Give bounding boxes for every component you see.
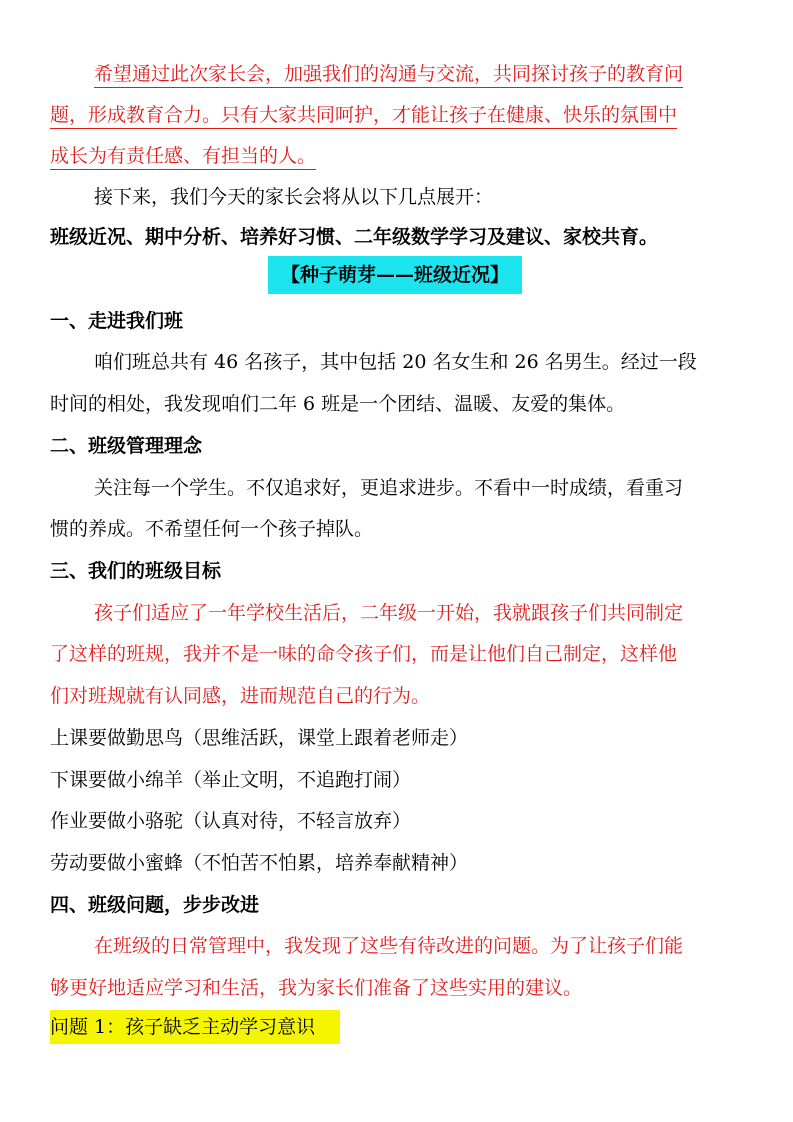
intro-line-3: 成长为有责任感、有担当的人。 xyxy=(50,145,317,167)
section2-line-1: 关注每一个学生。不仅追求好，更追求进步。不看中一时成绩，看重习 xyxy=(94,477,684,499)
section2-line-2: 惯的养成。不希望任何一个孩子掉队。 xyxy=(50,518,374,540)
section4-line-1: 在班级的日常管理中，我发现了这些有待改进的问题。为了让孩子们能 xyxy=(94,935,684,957)
intro-line-2: 题，形成教育合力。只有大家共同呵护，才能让孩子在健康、快乐的氛围中 xyxy=(50,104,678,126)
section3-line-2: 了这样的班规，我并不是一味的命令孩子们，而是让他们自己制定，这样他 xyxy=(50,643,678,665)
section4-heading: 四、班级问题，步步改进 xyxy=(50,894,260,916)
rule-item: 劳动要做小蜜蜂（不怕苦不怕累，培养奉献精神） xyxy=(50,852,469,874)
section3-heading: 三、我们的班级目标 xyxy=(50,560,222,582)
rule-item: 上课要做勤思鸟（思维活跃，课堂上跟着老师走） xyxy=(50,727,469,749)
section4-line-2: 够更好地适应学习和生活，我为家长们准备了这些实用的建议。 xyxy=(50,977,583,999)
agenda-topics: 班级近况、期中分析、培养好习惯、二年级数学学习及建议、家校共育。 xyxy=(50,226,659,248)
section2-heading: 二、班级管理理念 xyxy=(50,435,203,457)
agenda-intro: 接下来，我们今天的家长会将从以下几点展开： xyxy=(94,186,494,208)
rule-item: 下课要做小绵羊（举止文明，不追跑打闹） xyxy=(50,769,412,791)
section1-heading: 一、走进我们班 xyxy=(50,310,184,332)
section1-line-1: 咱们班总共有 46 名孩子，其中包括 20 名女生和 26 名男生。经过一段 xyxy=(94,351,697,373)
section-banner: 【种子萌芽——班级近况】 xyxy=(268,256,522,294)
problem-1-highlight: 问题 1：孩子缺乏主动学习意识 xyxy=(50,1010,340,1044)
section1-line-2: 时间的相处，我发现咱们二年 6 班是一个团结、温暖、友爱的集体。 xyxy=(50,393,626,415)
section3-line-1: 孩子们适应了一年学校生活后，二年级一开始，我就跟孩子们共同制定 xyxy=(94,602,684,624)
section3-line-3: 们对班规就有认同感，进而规范自己的行为。 xyxy=(50,685,431,707)
rule-item: 作业要做小骆驼（认真对待，不轻言放弃） xyxy=(50,810,412,832)
intro-line-1: 希望通过此次家长会，加强我们的沟通与交流，共同探讨孩子的教育问 xyxy=(94,63,684,85)
